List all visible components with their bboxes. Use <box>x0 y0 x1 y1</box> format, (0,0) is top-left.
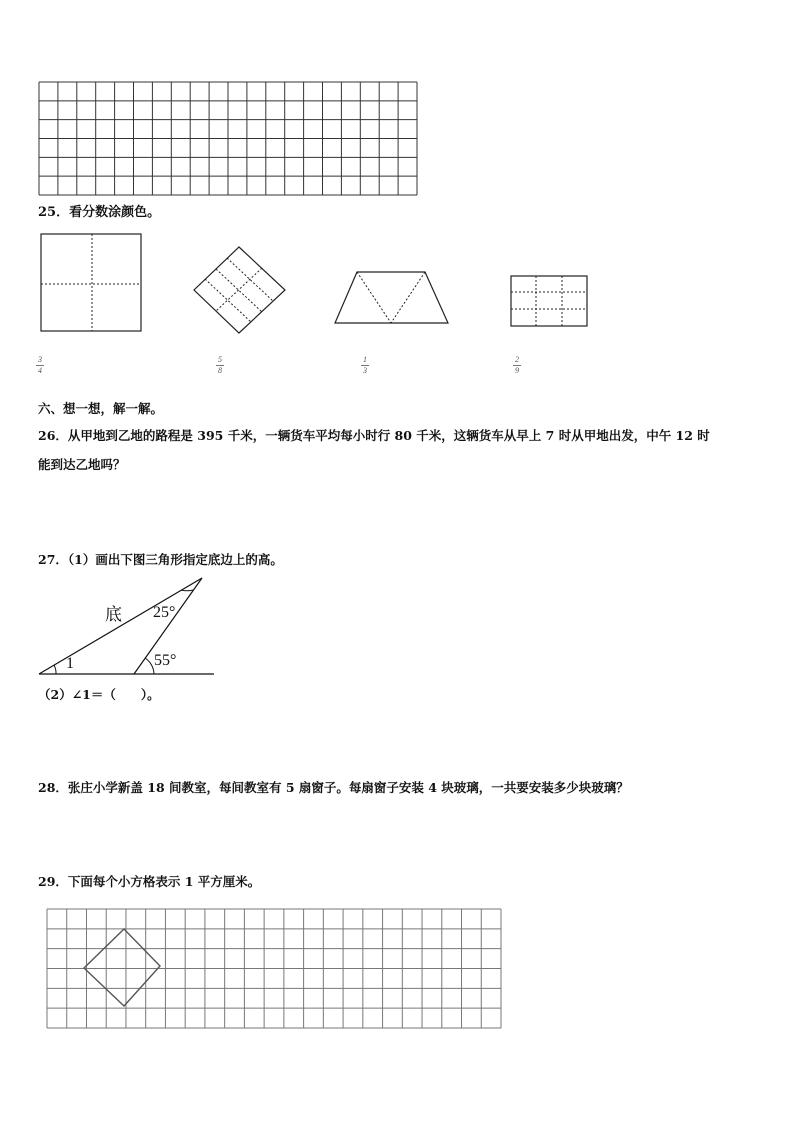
q27-triangle-figure <box>36 575 218 679</box>
fraction-numerator: 1 <box>363 355 367 364</box>
q25-rectangle-figure <box>510 275 589 328</box>
q26-text-line1: 26．从甲地到乙地的路程是 395 千米，一辆货车平均每小时行 80 千米，这辆货车从早上 7 时从甲地出发，中午 12 时 <box>38 428 710 443</box>
section-6-title: 六、想一想，解一解。 <box>38 401 164 416</box>
q29-text: 29．下面每个小方格表示 1 平方厘米。 <box>38 874 261 889</box>
q25-fraction-1 <box>36 356 44 375</box>
fraction-numerator: 5 <box>218 355 222 364</box>
q27-angle-55: 55° <box>154 652 177 669</box>
q25-title: 25．看分数涂颜色。 <box>38 205 161 220</box>
q25-trapezoid-figure <box>334 271 450 326</box>
q25-square-figure <box>40 233 142 333</box>
q27-angle-1: 1 <box>66 655 74 672</box>
q26-text-line2: 能到达乙地吗？ <box>38 457 126 472</box>
q27-angle-25: 25° <box>153 604 176 621</box>
q27-base-label: 底 <box>105 605 122 625</box>
q25-fraction-4 <box>513 356 521 375</box>
q25-diamond-figure <box>193 246 287 334</box>
q25-fraction-2 <box>216 356 224 375</box>
fraction-numerator: 2 <box>515 355 519 364</box>
fraction-denominator: 4 <box>38 366 42 375</box>
q29-diamond-shape <box>46 908 504 1030</box>
fraction-denominator: 8 <box>218 366 222 375</box>
fraction-denominator: 9 <box>515 366 519 375</box>
q27-part1: 27．（1）画出下图三角形指定底边上的高。 <box>38 552 283 567</box>
q27-part2: （2）∠1＝（ ）。 <box>38 687 160 702</box>
q28-text: 28．张庄小学新盖 18 间教室，每间教室有 5 扇窗子。每扇窗子安装 4 块玻璃，一共要安装多少块玻璃？ <box>38 780 629 795</box>
q25-fraction-3 <box>361 356 369 375</box>
q24-grid <box>38 81 420 197</box>
fraction-numerator: 3 <box>38 355 42 364</box>
fraction-denominator: 3 <box>363 366 367 375</box>
